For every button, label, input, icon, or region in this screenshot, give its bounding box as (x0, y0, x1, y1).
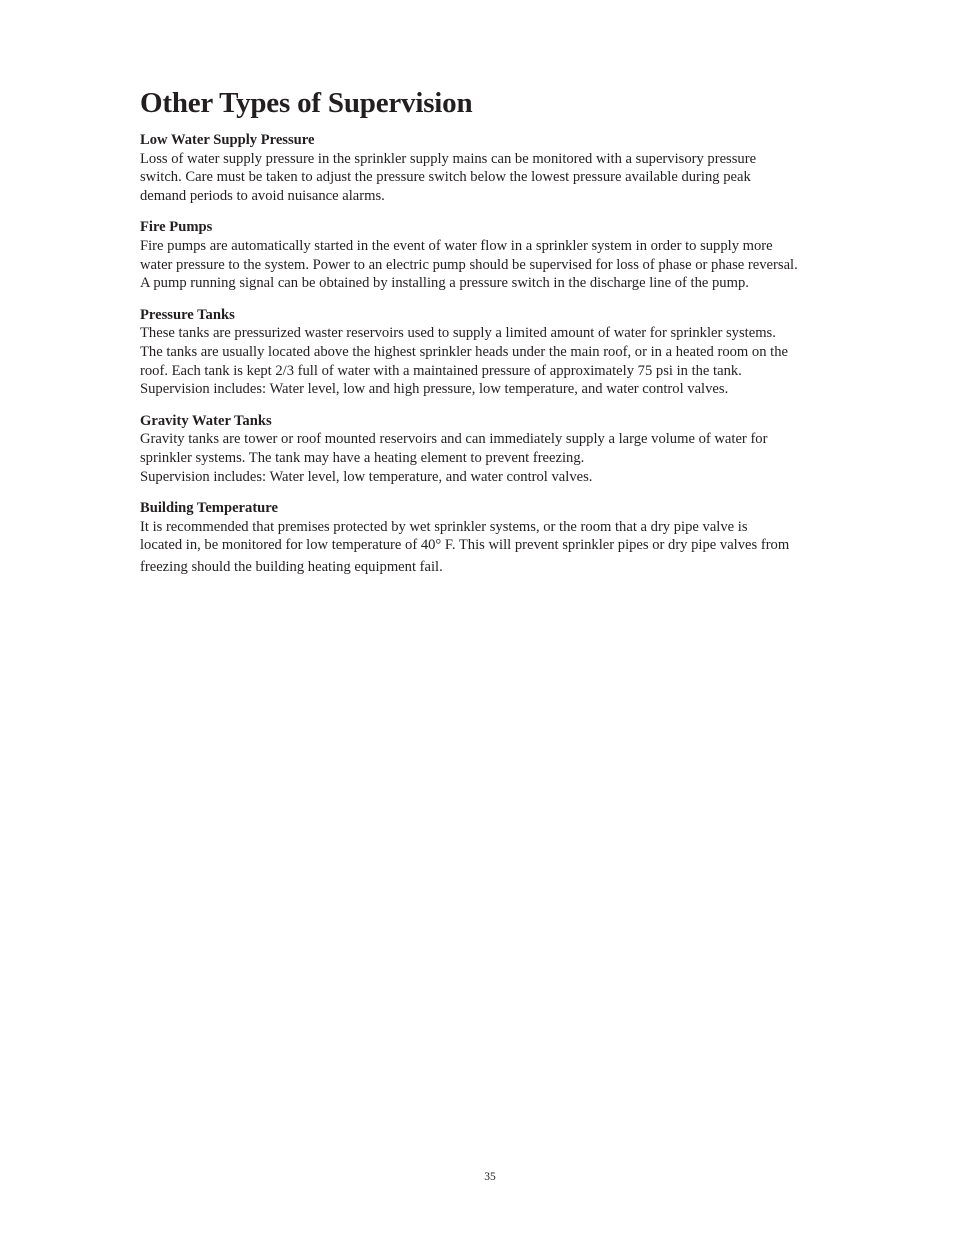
body-line: The tanks are usually located above the highest sprinkler heads under the main roof, or in a heated room on the (140, 343, 788, 360)
body-line: Fire pumps are automatically started in the event of water flow in a sprinkler system in order to supply more (140, 237, 773, 254)
section-heading: Gravity Water Tanks (140, 412, 272, 429)
section-heading: Pressure Tanks (140, 306, 235, 323)
body-line: roof. Each tank is kept 2/3 full of water with a maintained pressure of approximately 75 psi in the tank. (140, 362, 742, 379)
body-line: located in, be monitored for low temperature of 40° F. This will prevent sprinkler pipes or dry pipe valves from (140, 537, 790, 554)
body-line: A pump running signal can be obtained by installing a pressure switch in the discharge line of the pump. (140, 275, 749, 292)
section-heading: Low Water Supply Pressure (140, 132, 315, 148)
page-content (140, 84, 850, 589)
body-line: Loss of water supply pressure in the sprinkler supply mains can be monitored with a supervisory pressure (140, 150, 757, 167)
body-line: Supervision includes: Water level, low and high pressure, low temperature, and water control valves. (140, 381, 729, 398)
body-line: sprinkler systems. The tank may have a heating element to prevent freezing. (140, 449, 585, 466)
page-title: Other Types of Supervision (140, 87, 473, 119)
section-heading: Building Temperature (140, 500, 278, 517)
body-line: demand periods to avoid nuisance alarms. (140, 187, 385, 204)
page-number: 35 (484, 1171, 496, 1183)
section-building-temperature (140, 499, 850, 576)
body-line: Supervision includes: Water level, low temperature, and water control valves. (140, 468, 593, 485)
section-gravity-water-tanks (140, 412, 850, 486)
body-line: freezing should the building heating equipment fail. (140, 558, 443, 575)
body-line: water pressure to the system. Power to an electric pump should be supervised for loss of phase or phase reversal. (140, 256, 798, 273)
section-pressure-tanks (140, 306, 850, 399)
body-line: switch. Care must be taken to adjust the pressure switch below the lowest pressure available during peak (140, 169, 751, 186)
section-low-water-supply-pressure (140, 131, 850, 205)
section-heading: Fire Pumps (140, 219, 213, 236)
body-line: Gravity tanks are tower or roof mounted reservoirs and can immediately supply a large volume of water for (140, 431, 768, 448)
section-fire-pumps (140, 218, 850, 292)
body-line: It is recommended that premises protected by wet sprinkler systems, or the room that a dry pipe valve is (140, 518, 748, 535)
body-line: These tanks are pressurized waster reservoirs used to supply a limited amount of water for sprinkler systems. (140, 325, 776, 342)
